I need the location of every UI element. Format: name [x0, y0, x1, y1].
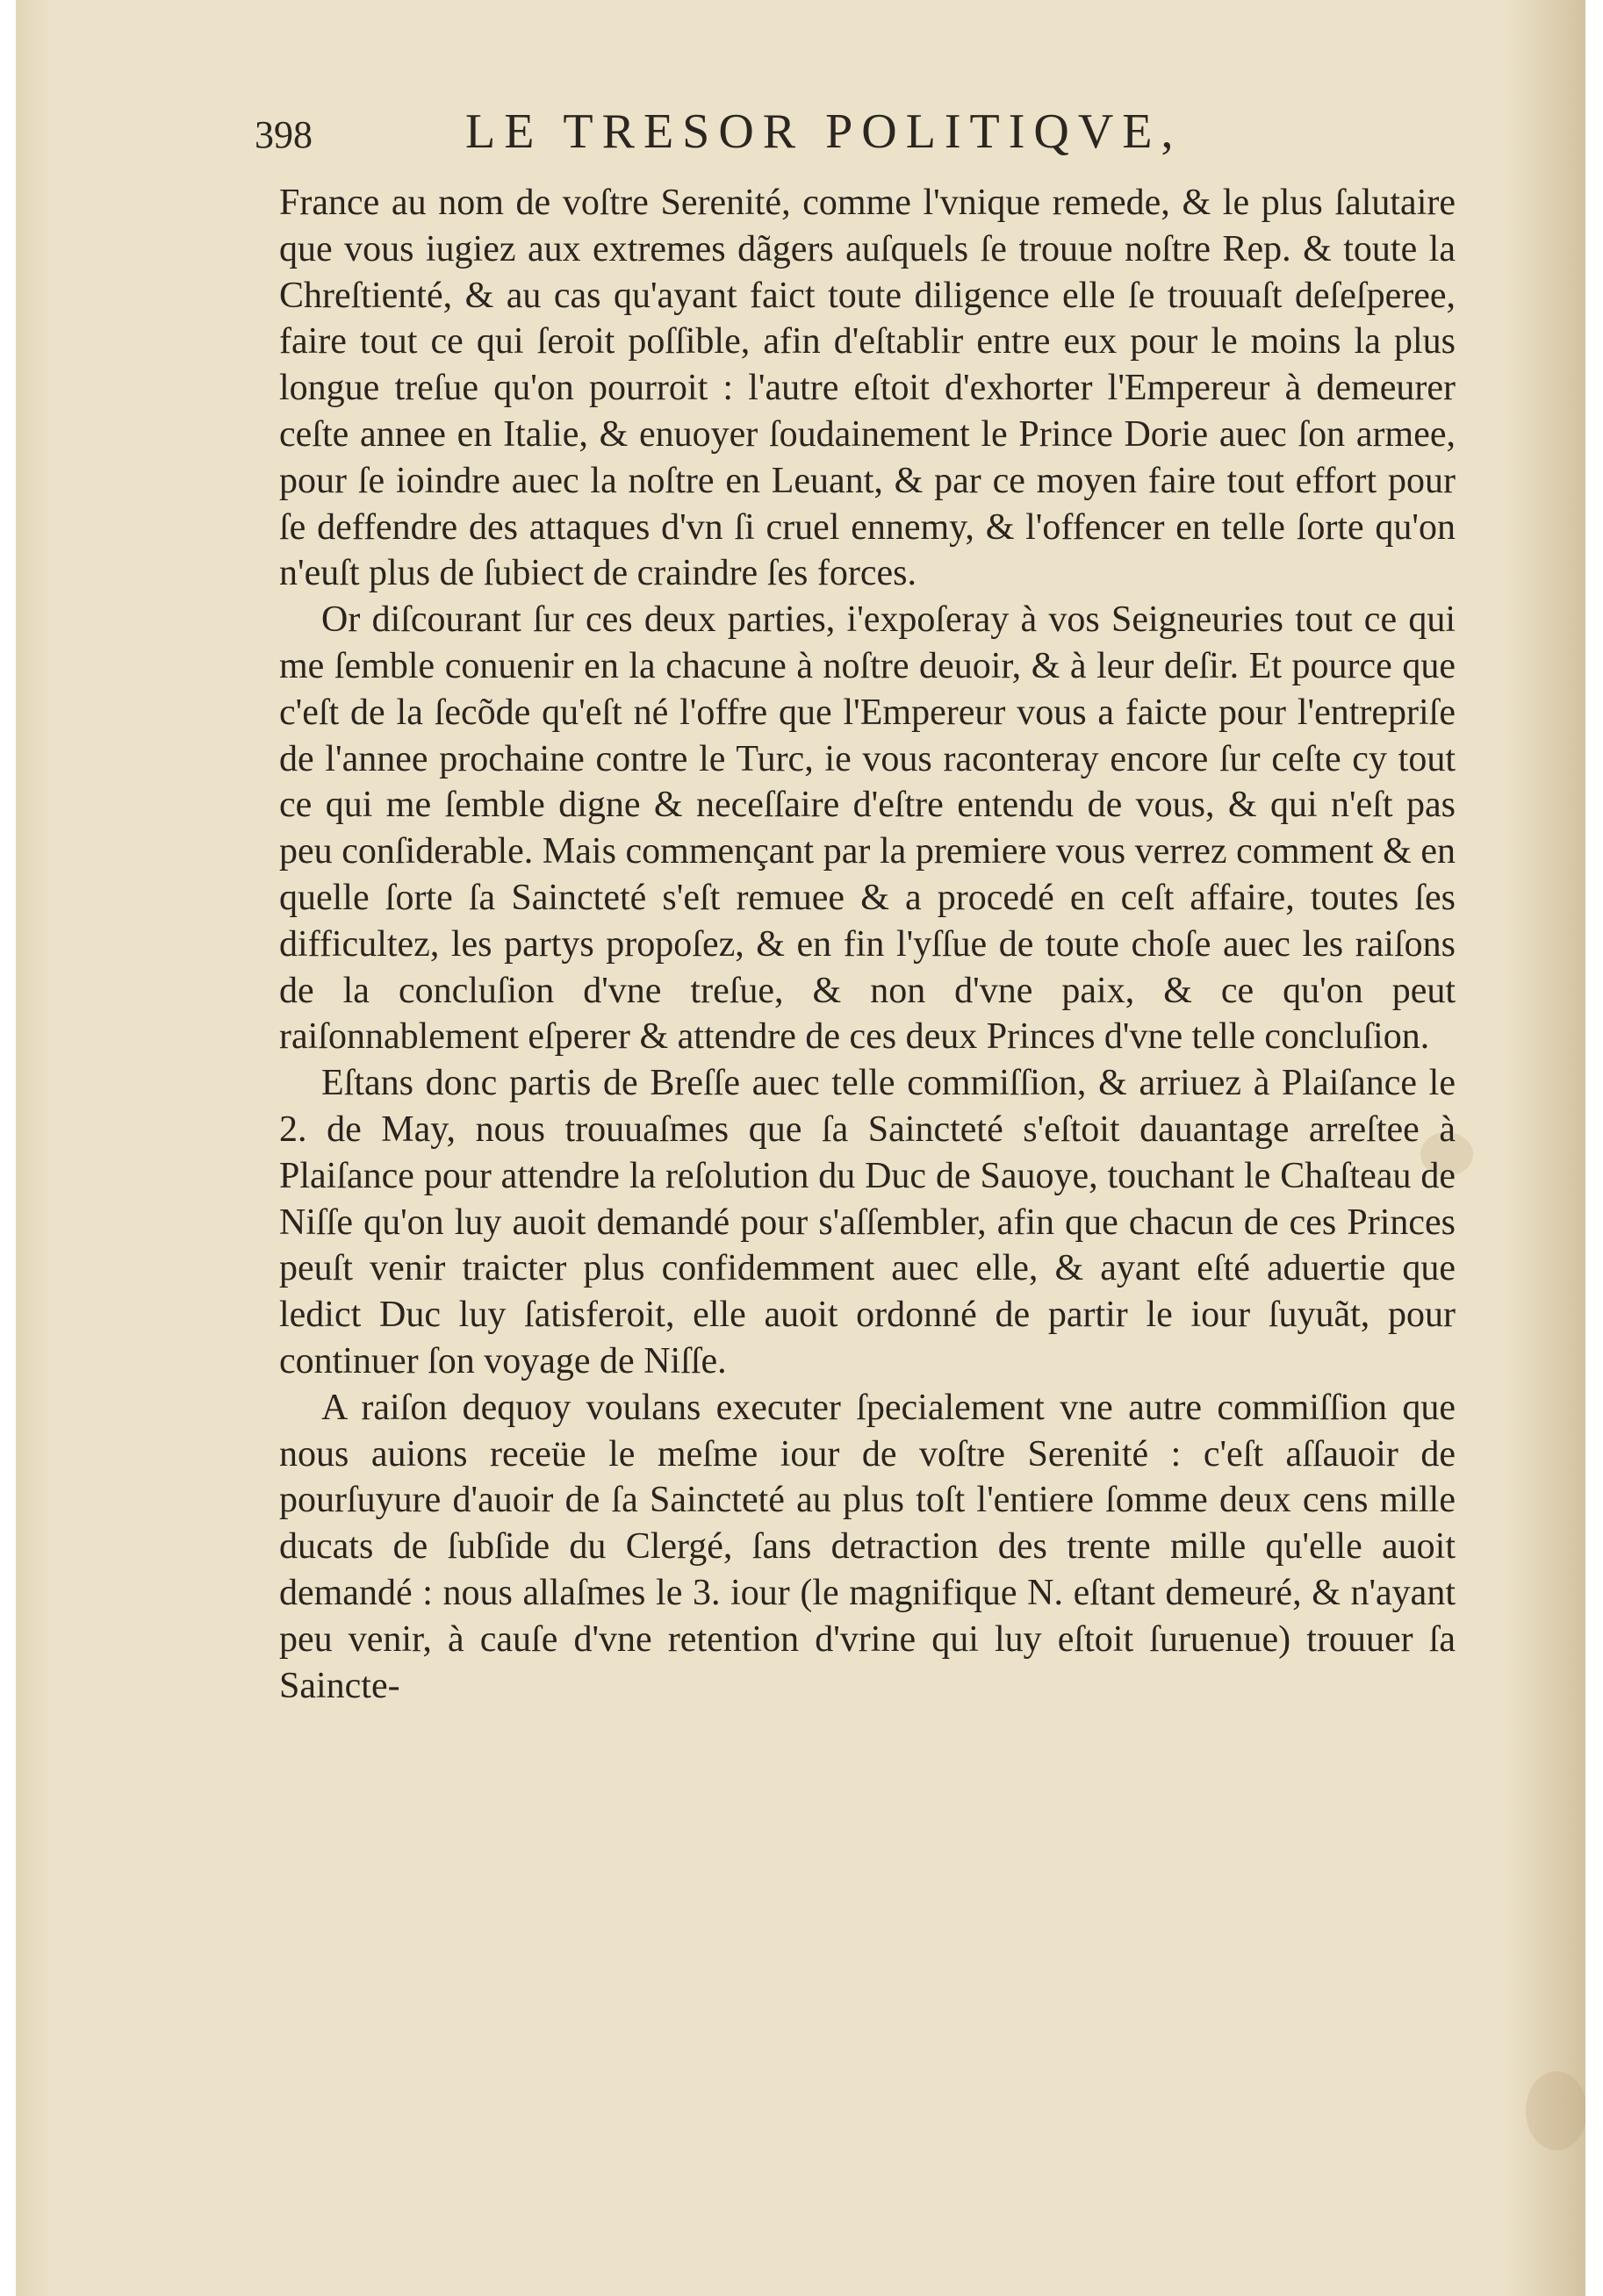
paragraph: Eſtans donc partis de Breſſe auec telle commiſſion, & arriuez à Plaiſance le 2. de May, nous trouuaſmes que ſa Saincteté s'eſtoit dauantage arreſtee à Plaiſance pour attendre la reſolution du Duc de Sauoye, touchant le Chaſteau de Niſſe qu'on luy auoit demandé pour s'aſſembler, afin que chacun de ces Princes peuſt venir traicter plus confidemment auec elle, & ayant eſté aduertie que ledict Duc luy ſatisferoit, elle auoit ordonné de partir le iour ſuyuãt, pour continuer ſon voyage de Niſſe.	[279, 1063, 1456, 1381]
paper-stain	[1526, 2071, 1585, 2150]
paragraph: Or diſcourant ſur ces deux parties, i'expoſeray à vos Seigneuries tout ce qui me ſemble conuenir en la chacune à noſtre deuoir, & à leur deſir. Et pource que c'eſt de la ſecõde qu'eſt né l'offre que l'Empereur vous a faicte pour l'entrepriſe de l'annee prochaine contre le Turc, ie vous raconteray encore ſur ceſte cy tout ce qui me ſemble digne & neceſſaire d'eſtre entendu de vous, & qui n'eſt pas peu conſiderable. Mais commençant par la premiere vous verrez comment & en quelle ſorte ſa Saincteté s'eſt remuee & a procedé en ceſt affaire, toutes ſes difficultez, les partys propoſez, & en fin l'yſſue de toute choſe auec les raiſons de la concluſion d'vne treſue, & non d'vne paix, & ce qu'on peut raiſonnablement eſperer & attendre de ces deux Princes d'vne telle concluſion.	[279, 599, 1456, 1058]
book-page	[16, 0, 1585, 2296]
page-header	[255, 104, 1343, 174]
paragraph: A raiſon dequoy voulans executer ſpecialement vne autre commiſſion que nous auions receüe le meſme iour de voſtre Serenité : c'eſt aſſauoir de pourſuyure d'auoir de ſa Saincteté au plus toſt l'entiere ſomme deux cens mille ducats de ſubſide du Clergé, ſans detraction des trente mille qu'elle auoit demandé : nous allaſmes le 3. iour (le magnifique N. eſtant demeuré, & n'ayant peu venir, à cauſe d'vne retention d'vrine qui luy eſtoit ſuruenue) trouuer ſa Saincte-	[279, 1387, 1456, 1706]
paragraph: France au nom de voſtre Serenité, comme l'vnique remede, & le plus ſalutaire que vous iugiez aux extremes dãgers auſquels ſe trouue noſtre Rep. & toute la Chreſtienté, & au cas qu'ayant faict toute diligence elle ſe trouuaſt deſeſperee, faire tout ce qui ſeroit poſſible, afin d'eſtablir entre eux pour le moins la plus longue treſue qu'on pourroit : l'autre eſtoit d'exhorter l'Empereur à demeurer ceſte annee en Italie, & enuoyer ſoudainement le Prince Dorie auec ſon armee, pour ſe ioindre auec la noſtre en Leuant, & par ce moyen faire tout effort pour ſe deffendre des attaques d'vn ſi cruel ennemy, & l'offencer en telle ſorte qu'on n'euſt plus de ſubiect de craindre ſes forces.	[279, 183, 1456, 594]
body-text	[279, 180, 1456, 1709]
page-number: 398	[255, 113, 313, 156]
running-title: LE TRESOR POLITIQVE,	[465, 104, 1182, 159]
